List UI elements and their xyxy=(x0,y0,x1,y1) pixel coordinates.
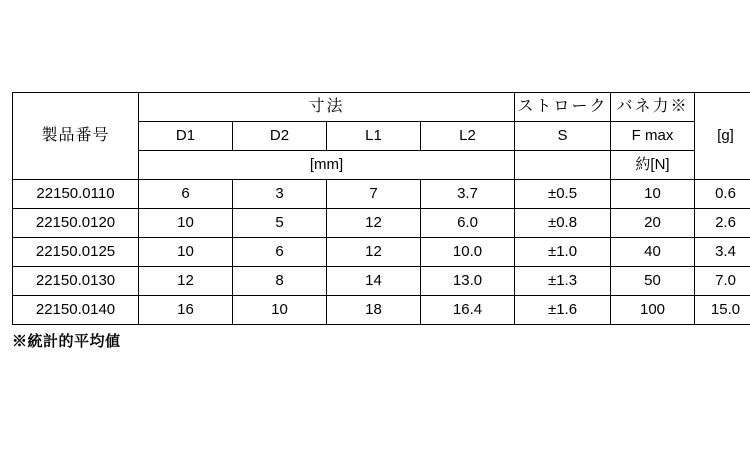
column-header-d1: D1 xyxy=(139,122,233,151)
table-head xyxy=(13,93,750,180)
cell-weight: 15.0 xyxy=(695,296,750,325)
cell-fmax: 10 xyxy=(611,180,695,209)
column-group-header-stroke: ストローク xyxy=(515,93,611,122)
cell-part-number: 22150.0120 xyxy=(13,209,139,238)
unit-header-newton: 約[N] xyxy=(611,151,695,180)
cell-part-number: 22150.0110 xyxy=(13,180,139,209)
cell-weight: 7.0 xyxy=(695,267,750,296)
cell-l1: 7 xyxy=(327,180,421,209)
column-group-header-spring-force: バネ力※ xyxy=(611,93,695,122)
column-group-header-dimensions: 寸法 xyxy=(139,93,515,122)
cell-fmax: 20 xyxy=(611,209,695,238)
cell-d2: 5 xyxy=(233,209,327,238)
cell-weight: 3.4 xyxy=(695,238,750,267)
cell-d2: 8 xyxy=(233,267,327,296)
column-header-fmax: F max xyxy=(611,122,695,151)
table-row xyxy=(13,209,750,238)
table-row xyxy=(13,267,750,296)
cell-d2: 3 xyxy=(233,180,327,209)
cell-s: ±1.0 xyxy=(515,238,611,267)
cell-d1: 16 xyxy=(139,296,233,325)
cell-s: ±1.3 xyxy=(515,267,611,296)
unit-header-stroke-blank xyxy=(515,151,611,180)
cell-weight: 2.6 xyxy=(695,209,750,238)
cell-weight: 0.6 xyxy=(695,180,750,209)
cell-l1: 14 xyxy=(327,267,421,296)
footnote: ※統計的平均値 xyxy=(12,333,121,350)
cell-l2: 16.4 xyxy=(421,296,515,325)
column-header-weight: [g] xyxy=(695,93,750,180)
cell-part-number: 22150.0125 xyxy=(13,238,139,267)
cell-d1: 6 xyxy=(139,180,233,209)
column-header-l1: L1 xyxy=(327,122,421,151)
cell-l2: 3.7 xyxy=(421,180,515,209)
cell-fmax: 50 xyxy=(611,267,695,296)
cell-d2: 6 xyxy=(233,238,327,267)
unit-header-mm: [mm] xyxy=(139,151,515,180)
cell-fmax: 100 xyxy=(611,296,695,325)
cell-l1: 12 xyxy=(327,209,421,238)
table-row xyxy=(13,238,750,267)
cell-fmax: 40 xyxy=(611,238,695,267)
table-header-row-groups xyxy=(13,93,750,122)
column-header-l2: L2 xyxy=(421,122,515,151)
cell-s: ±0.5 xyxy=(515,180,611,209)
column-header-s: S xyxy=(515,122,611,151)
cell-l2: 10.0 xyxy=(421,238,515,267)
cell-d1: 10 xyxy=(139,238,233,267)
specification-table xyxy=(12,92,750,325)
cell-l2: 13.0 xyxy=(421,267,515,296)
spec-table-container xyxy=(12,92,741,325)
cell-l2: 6.0 xyxy=(421,209,515,238)
cell-l1: 12 xyxy=(327,238,421,267)
cell-s: ±0.8 xyxy=(515,209,611,238)
cell-part-number: 22150.0130 xyxy=(13,267,139,296)
table-body xyxy=(13,180,750,325)
cell-s: ±1.6 xyxy=(515,296,611,325)
table-row xyxy=(13,296,750,325)
table-row xyxy=(13,180,750,209)
column-header-d2: D2 xyxy=(233,122,327,151)
cell-l1: 18 xyxy=(327,296,421,325)
cell-d1: 12 xyxy=(139,267,233,296)
cell-d2: 10 xyxy=(233,296,327,325)
cell-part-number: 22150.0140 xyxy=(13,296,139,325)
cell-d1: 10 xyxy=(139,209,233,238)
column-header-part-number: 製品番号 xyxy=(13,93,139,180)
